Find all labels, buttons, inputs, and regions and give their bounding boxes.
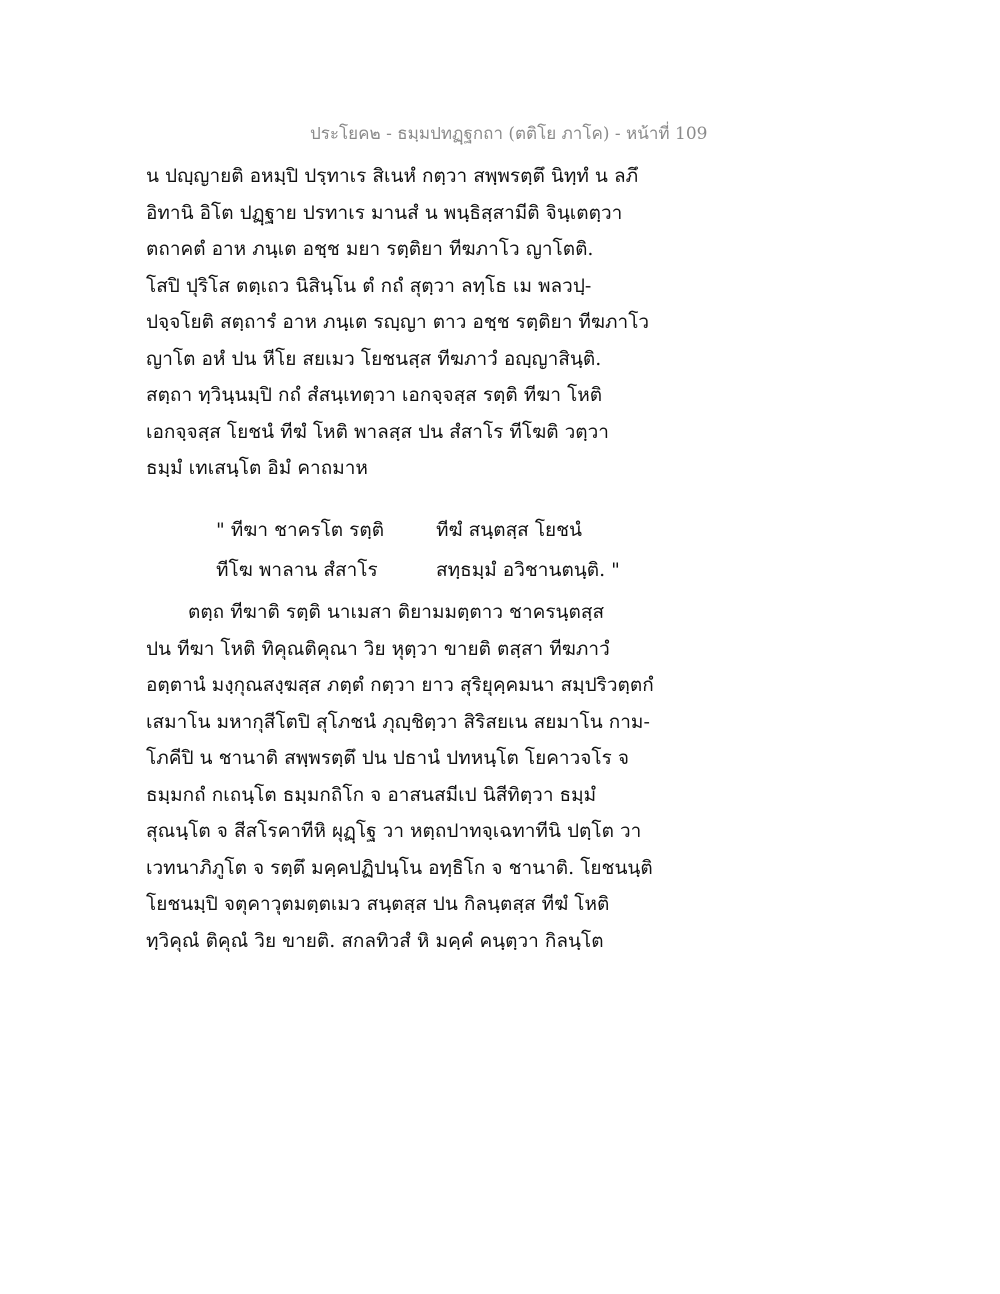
running-header: ประโยค๒ - ธมฺมปทฏฺฐกถา (ตติโย ภาโค) - หน้าที่ 109 (310, 124, 708, 144)
verse-line-1-first-half: " ทีฆา ชาครโต รตฺติ (216, 519, 385, 541)
text-line: สุณนฺโต จ สีสโรคาทีหิ ผุฏฺโฐ วา หตฺถปาทจฺเฉทาทีนิ ปตฺโต วา (146, 820, 642, 842)
verse-line-2-second-half: สทฺธมฺมํ อวิชานตนฺติ. " (436, 559, 620, 581)
text-line: โสปิ ปุริโส ตตฺเถว นิสินฺโน ตํ กถํ สุตฺวา ลทฺโธ เม พลวปฺ- (146, 274, 592, 297)
verse-line-2-first-half: ทีโฆ พาลาน สํสาโร (216, 559, 378, 581)
text-line: ทฺวิคุณํ ติคุณํ วิย ขายติ. สกลทิวสํ หิ มคฺคํ คนฺตฺวา กิลนฺโต (146, 929, 604, 952)
text-line: อตฺตานํ มงฺกุณสงฺฆสฺส ภตฺตํ กตฺวา ยาว สุริยุคฺคมนา สมฺปริวตฺตกํ (146, 674, 654, 696)
text-line: ตตฺถ ทีฆาติ รตฺติ นาเมสา ติยามมตฺตาว ชาครนฺตสฺส (188, 601, 605, 623)
verse-block (216, 510, 676, 590)
paragraph-1 (146, 158, 706, 487)
text-line: โภคีปิ น ชานาติ สพฺพรตฺตึ ปน ปธานํ ปทหนฺโต โยคาวจโร จ (146, 747, 629, 769)
verse-line-1 (216, 510, 676, 550)
text-line: อิทานิ อิโต ปฏฺฐาย ปรทาเร มานสํ น พนฺธิสฺสามีติ จินฺเตตฺวา (146, 201, 623, 224)
text-line: ธมฺมํ เทเสนฺโต อิมํ คาถมาห (146, 457, 368, 479)
text-line: สตฺถา ทฺวินฺนมฺปิ กถํ สํสนฺเทตฺวา เอกจฺจสฺส รตฺติ ทีฆา โหติ (146, 384, 603, 406)
paragraph-2 (146, 594, 706, 959)
text-line: โยชนมฺปิ จตุคาวุตมตฺตเมว สนฺตสฺส ปน กิลนฺตสฺส ทีฆํ โหติ (146, 893, 610, 915)
verse-line-2 (216, 550, 676, 590)
text-line: น ปญฺญายติ อหมฺปิ ปรฺทาเร สิเนหํ กตฺวา สพฺพรตฺตึ นิทฺทํ น ลภึ (146, 165, 639, 187)
text-line: ปจฺจโยติ สตฺถารํ อาห ภนฺเต รญฺญา ตาว อชฺช รตฺติยา ทีฆภาโว (146, 311, 650, 333)
text-line: ธมฺมกถํ กเถนฺโต ธมฺมกถิโก จ อาสนสมีเป นิสีทิตฺวา ธมฺมํ (146, 783, 597, 806)
text-line: เวทนาภิภูโต จ รตฺตึ มคฺคปฏิปนฺโน อทฺธิโก จ ชานาติ. โยชนนฺติ (146, 856, 653, 879)
text-line: เอกจฺจสฺส โยชนํ ทีฆํ โหติ พาลสฺส ปน สํสาโร ทีโฆติ วตฺวา (146, 420, 609, 443)
text-line: ปน ทีฆา โหติ ทิคุณติคุณา วิย หุตฺวา ขายติ ตสฺสา ทีฆภาวํ (146, 637, 610, 660)
text-line: เสมาโน มหากุสีโตปิ สุโภชนํ ภุญฺชิตฺวา สิริสยเน สยมาโน กาม- (146, 710, 650, 733)
text-line: ญาโต อหํ ปน หีโย สยเมว โยชนสฺส ทีฆภาวํ อญฺญาสินฺติ. (146, 347, 602, 370)
verse-line-1-second-half: ทีฆํ สนฺตสฺส โยชนํ (436, 519, 583, 541)
text-line: ตถาคตํ อาห ภนฺเต อชฺช มยา รตฺติยา ทีฆภาโว ญาโตติ. (146, 238, 594, 260)
